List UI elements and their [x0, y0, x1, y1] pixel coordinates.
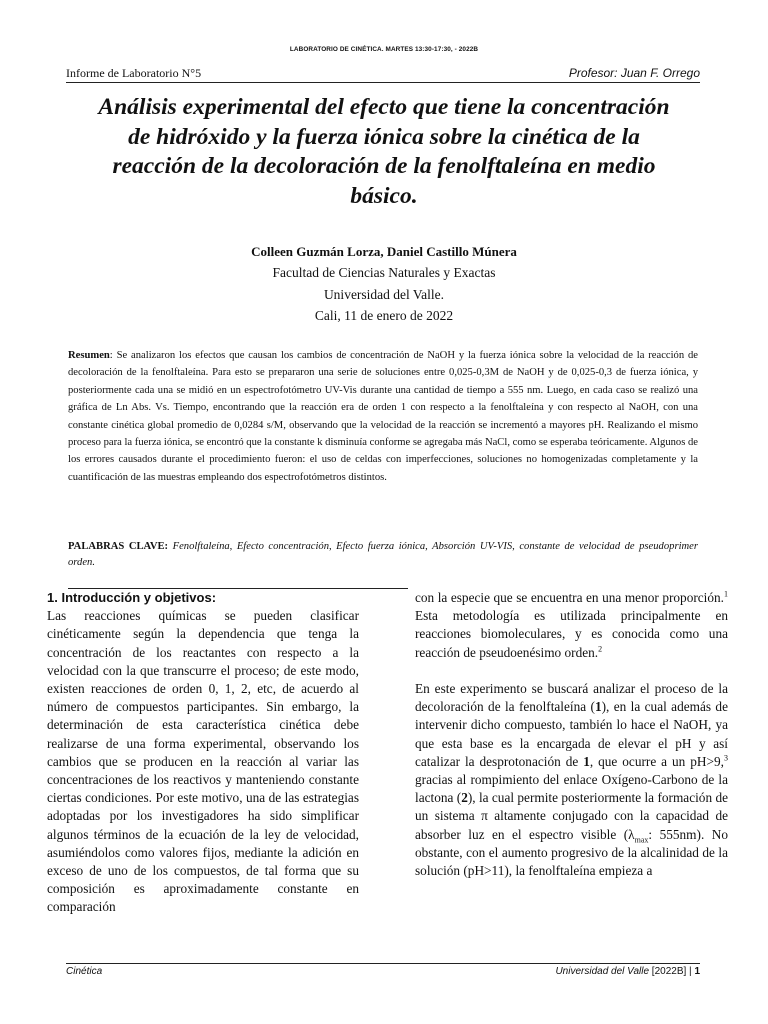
- footer-university: Universidad del Valle: [555, 966, 650, 977]
- reference-3: 3: [724, 753, 728, 763]
- left-column: [47, 589, 359, 917]
- report-row: [66, 66, 700, 82]
- page-number: 1: [694, 966, 700, 977]
- title-line-3: reacción de la decoloración de la fenolftaleína en medio: [112, 153, 656, 179]
- place-date: Cali, 11 de enero de 2022: [314, 308, 454, 323]
- reference-2: 2: [598, 644, 603, 654]
- text-run: con la especie que se encuentra en una menor proporción.: [415, 590, 724, 605]
- compound-ref-1b: 1: [583, 753, 590, 769]
- footer-course: Cinética: [66, 966, 103, 977]
- intro-paragraph-right-1: [415, 589, 728, 662]
- keywords-text: Fenolftaleína, Efecto concentración, Efecto fuerza iónica, Absorción UV-VIS, constante de velocidad de pseudoprimer orden.: [68, 541, 698, 568]
- abstract-text: : Se analizaron los efectos que causan los cambios de concentración de NaOH y la fuerza iónica sobre la velocidad de la reacción de decoloración de la fenolftaleína. Para esto se prepararon una serie de soluciones entre 0,025-0,3M de NaOH y de 0,025-0,3 de fuerza iónica, y posteriormente cada una se midió en un espectrofotómetro UV-Vis durante una cantidad de tiempo a 555 nm. Luego, en cada caso se realizó una gráfica de Ln Abs. Vs. Tiempo, encontrando que la reacción era de orden 1 con respecto a la fenolftaleína y con respecto al NaOH, con una constante cinética global promedio de 0,0284 s/M, observando que la velocidad de la reacción se incrementó a mayores pH. Realizando el mismo proceso para la fuerza iónica, se encontró que la constante k disminuía conforme se agregaba más NaCl, como se esperaba teóricamente. Algunos de los errores causados durante el procedimiento fueron: el uso de celdas con imperfecciones, soluciones no homogenizadas completamente y la cuantificación de las muestras empleando dos espectrofotómetros distintos.: [68, 350, 698, 483]
- running-header: LABORATORIO DE CINÉTICA. MARTES 13:30-17:30, - 2022B: [289, 46, 479, 53]
- title-line-1: Análisis experimental del efecto que tiene la concentración: [98, 94, 670, 120]
- paper-title: [40, 93, 728, 211]
- abstract: [68, 347, 698, 486]
- title-line-2: de hidróxido y la fuerza iónica sobre la cinética de la: [128, 123, 640, 150]
- section-heading: 1. Introducción y objetivos:: [47, 590, 217, 605]
- affiliation-faculty: Facultad de Ciencias Naturales y Exactas: [272, 265, 496, 280]
- footer-divider: [66, 963, 700, 964]
- intro-paragraph-right-2: [415, 680, 728, 880]
- report-number: Informe de Laboratorio N°5: [66, 66, 202, 80]
- right-column: [415, 589, 728, 880]
- header-divider: [66, 82, 700, 83]
- footer-info: [555, 966, 700, 977]
- compound-ref-1: 1: [594, 699, 602, 715]
- title-line-4: básico.: [350, 182, 418, 209]
- reference-1: 1: [724, 589, 728, 599]
- authors: Colleen Guzmán Lorza, Daniel Castillo Múnera: [251, 244, 517, 259]
- text-run: ), en la cual además de intervenir dicho compuesto, también lo hace el NaOH, ya que esta base es la encargada de elevar el pH y así catalizar la desprotonación de: [415, 699, 728, 769]
- text-run: ), la cual permite posteriormente la formación de un sistema π altamente conjugado con la capacidad de absorber luz en el espectro visible (λ: [415, 790, 728, 842]
- compound-ref-2: 2: [461, 790, 468, 806]
- text-run: En este experimento se buscará analizar el proceso de la decoloración de la fenolftaleína (: [415, 681, 728, 715]
- text-run: Esta metodología es utilizada principalmente en reacciones biomoleculares, y es conocida como una reacción de pseudoenésimo orden.: [415, 608, 728, 660]
- keywords: PALABRAS CLAVE: Fenolftaleína, Efecto concentración, Efecto fuerza iónica, Absorción UV-VIS, constante de velocidad de pseudoprimer orden.: [68, 541, 698, 568]
- abstract-label: Resumen: [68, 350, 110, 361]
- text-run: gracias al rompimiento del enlace Oxígeno-Carbono de la lactona (: [415, 772, 728, 806]
- professor-name: Profesor: Juan F. Orrego: [568, 66, 700, 80]
- keywords-label: PALABRAS CLAVE: [68, 541, 165, 552]
- text-run: : 555nm). No obstante, con el aumento progresivo de la alcalinidad de la solución (pH>11), la fenolftaleína empieza a: [415, 826, 728, 879]
- footer-term: [2022B] |: [649, 966, 695, 977]
- affiliation-university: Universidad del Valle.: [323, 287, 445, 302]
- text-run: , que ocurre a un pH>9,: [589, 753, 724, 769]
- lambda-subscript: max: [634, 835, 649, 845]
- intro-paragraph-left: Las reacciones químicas se pueden clasificar cinéticamente según la dependencia que tenga la concentración de los reactantes con respecto a la velocidad con la que transcurre el proceso; de este modo, existen reacciones de orden 0, 1, 2, etc, de acuerdo al número de compuestos participantes. Sin embargo, la determinación de esta característica cinética debe realizarse de una forma experimental, observando los cambios que se producen en la reacción al variar las concentraciones de los reactivos y manteniendo constante ciertas condiciones. Por este motivo, una de las estrategias adoptadas por los investigadores ha sido simplificar algunos términos de la ecuación de la ley de velocidad, asumiéndolos como valores fijos, mediante la adición en exceso de uno de los compuestos, de tal forma que su composición es aproximadamente constante en comparación: [47, 608, 359, 915]
